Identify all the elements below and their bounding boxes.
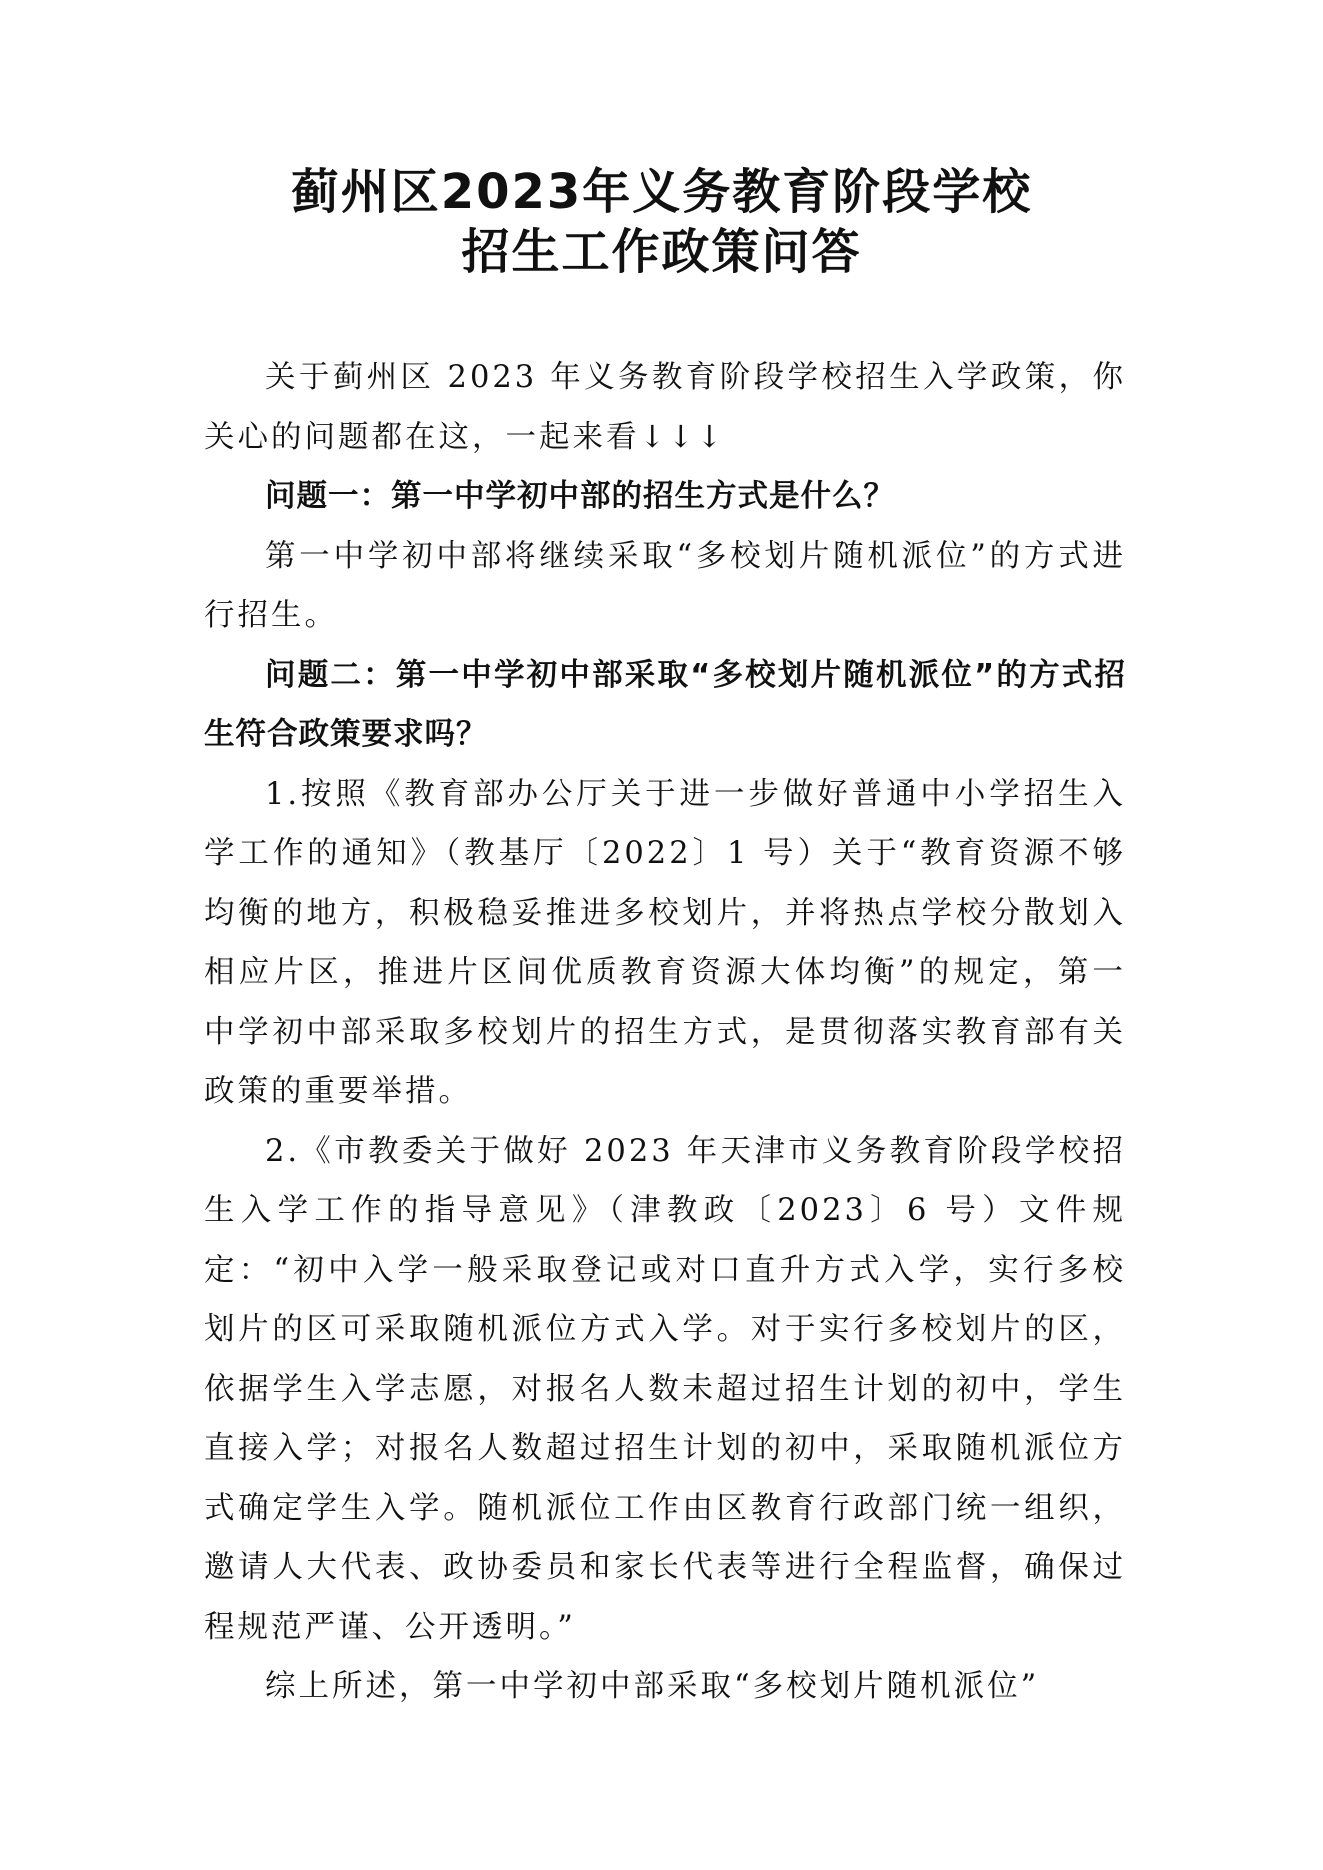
answer-one-paragraph: 第一中学初中部将继续采取“多校划片随机派位”的方式进行招生。 <box>204 538 1126 633</box>
question-two-heading: 问题二：第一中学初中部采取“多校划片随机派位”的方式招生符合政策要求吗？ <box>204 657 1126 752</box>
document-title-line-1: 蓟州区2023年义务教育阶段学校 <box>290 164 1033 220</box>
document-title-line-2: 招生工作政策问答 <box>461 224 862 280</box>
answer-two-point-1: 1.按照《教育部办公厅关于进一步做好普通中小学招生入学工作的通知》（教基厅〔2022〕1 号）关于“教育资源不够均衡的地方，积极稳妥推进多校划片，并将热点学校分散划入相应片区，推进片区间优质教育资源大体均衡”的规定，第一中学初中部采取多校划片的招生方式，是贯彻落实教育部有关政策的重要举措。 <box>204 776 1126 1109</box>
intro-paragraph: 关于蓟州区 2023 年义务教育阶段学校招生入学政策，你关心的问题都在这，一起来看↓↓↓ <box>204 360 1126 455</box>
document-body <box>204 348 1126 1717</box>
answer-two-point-2: 2.《市教委关于做好 2023 年天津市义务教育阶段学校招生入学工作的指导意见》（津教政〔2023〕6 号）文件规定：“初中入学一般采取登记或对口直升方式入学，实行多校划片的区可采取随机派位方式入学。对于实行多校划片的区，依据学生入学志愿，对报名人数未超过招生计划的初中，学生直接入学；对报名人数超过招生计划的初中，采取随机派位方式确定学生入学。随机派位工作由区教育行政部门统一组织，邀请人大代表、政协委员和家长代表等进行全程监督，确保过程规范严谨、公开透明。” <box>204 1133 1126 1645</box>
summary-paragraph: 综上所述，第一中学初中部采取“多校划片随机派位” <box>265 1669 1040 1704</box>
question-one-heading: 问题一：第一中学初中部的招生方式是什么？ <box>265 479 895 514</box>
